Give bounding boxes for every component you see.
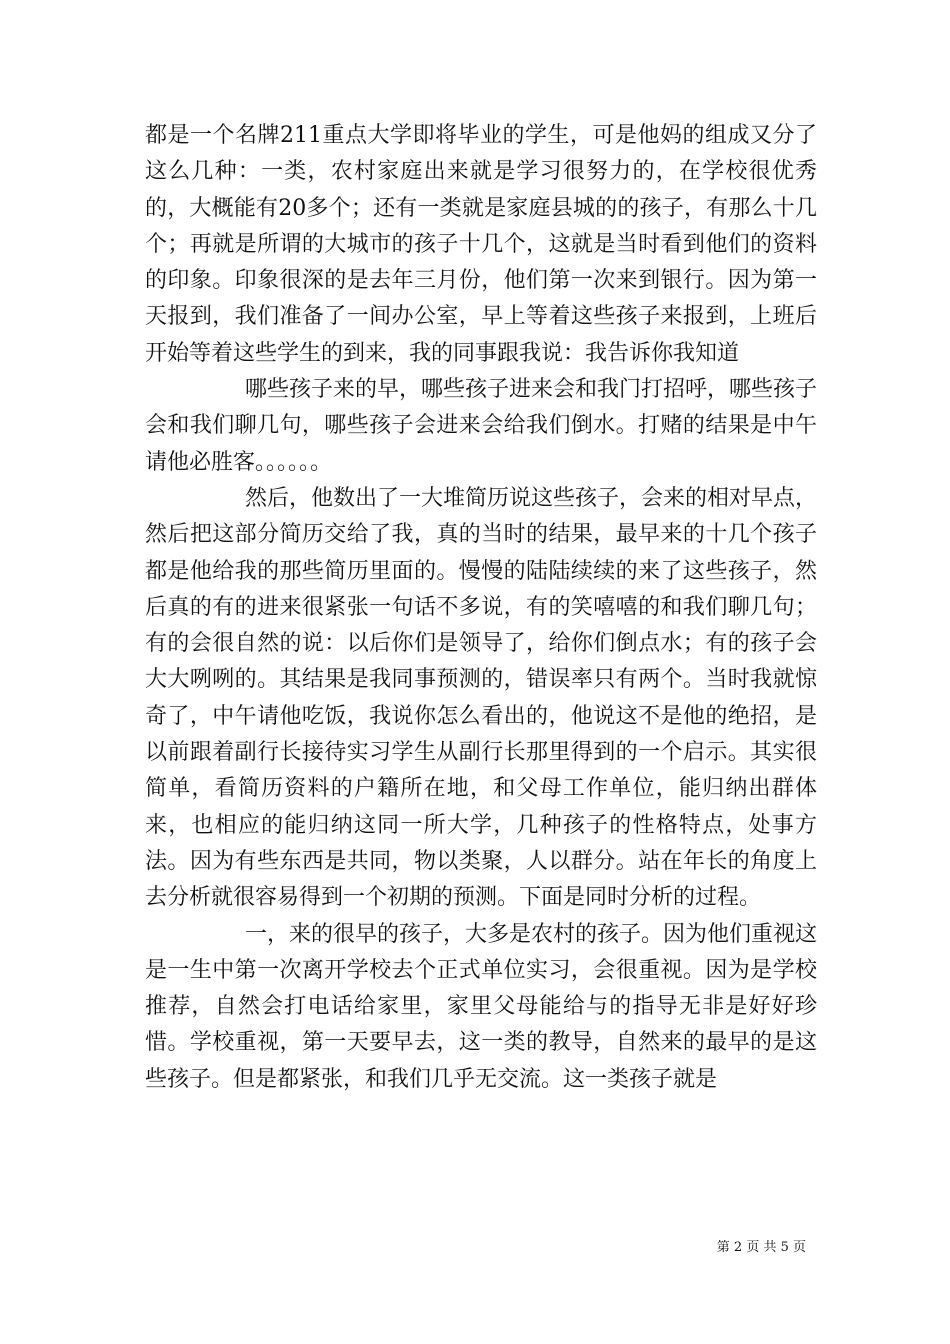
paragraph-4: 一，来的很早的孩子，大多是农村的孩子。因为他们重视这是一生中第一次离开学校去个正式单位实习，会很重视。因为是学校推荐，自然会打电话给家里，家里父母能给与的指导无非是好好珍惜。学校重视，第一天要早去，这一类的教导，自然来的最早的是这些孩子。但是都紧张，和我们几乎无交流。这一类孩子就是: [145, 921, 818, 1092]
paragraph-1: 都是一个名牌211重点大学即将毕业的学生，可是他妈的组成又分了这么几种：一类，农村家庭出来就是学习很努力的，在学校很优秀的，大概能有20多个；还有一类就是家庭县城的的孩子，有那么十几个；再就是所谓的大城市的孩子十几个，这就是当时看到他们的资料的印象。印象很深的是去年三月份，他们第一次来到银行。因为第一天报到，我们准备了一间办公室，早上等着这些孩子来报到，上班后开始等着这些学生的到来，我的同事跟我说：我告诉你我知道: [145, 123, 817, 366]
paragraph-2: 哪些孩子来的早，哪些孩子进来会和我门打招呼，哪些孩子会和我们聊几句，哪些孩子会进来会给我们倒水。打赌的结果是中午请他必胜客。。。。。。: [145, 377, 818, 475]
paragraph-3: 然后，他数出了一大堆简历说这些孩子，会来的相对早点，然后把这部分简历交给了我，真的当时的结果，最早来的十几个孩子都是他给我的那些简历里面的。慢慢的陆陆续续的来了这些孩子，然后真的有的进来很紧张一句话不多说，有的笑嘻嘻的和我们聊几句；有的会很自然的说：以后你们是领导了，给你们倒点水；有的孩子会大大咧咧的。其结果是我同事预测的，错误率只有两个。当时我就惊奇了，中午请他吃饭，我说你怎么看出的，他说这不是他的绝招，是以前跟着副行长接待实习学生从副行长那里得到的一个启示。其实很简单，看简历资料的户籍所在地，和父母工作单位，能归纳出群体来，也相应的能归纳这同一所大学，几种孩子的性格特点，处事方法。因为有些东西是共同，物以类聚，人以群分。站在年长的角度上去分析就很容易得到一个初期的预测。下面是同时分析的过程。: [145, 485, 818, 911]
page-number-footer: 第 2 页 共 5 页: [716, 1240, 806, 1255]
document-body: [145, 118, 817, 1098]
